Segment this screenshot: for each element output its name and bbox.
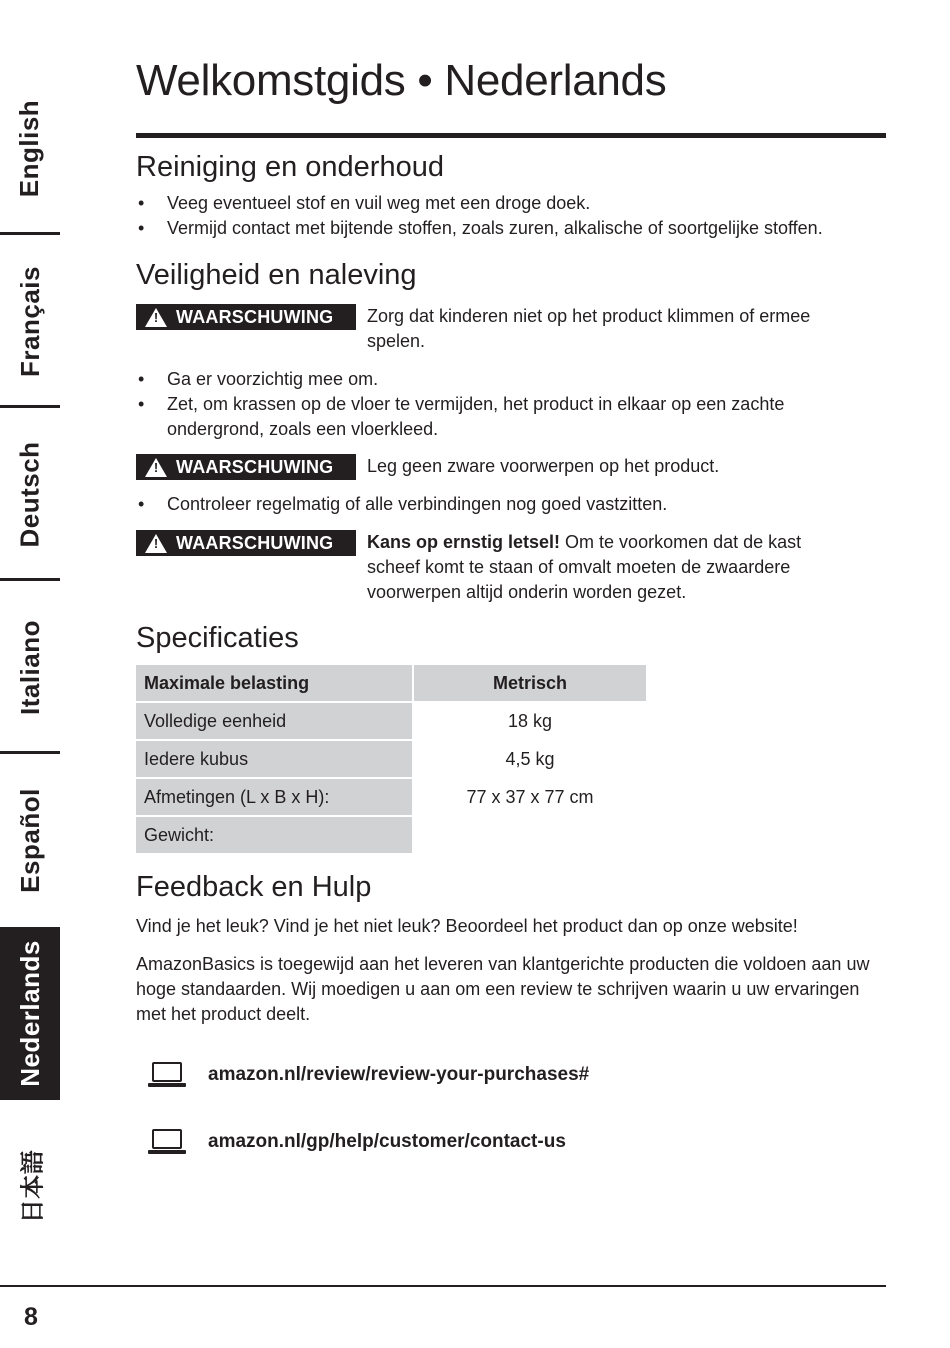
tab-label: English	[14, 99, 45, 198]
section-title-cleaning: Reiniging en onderhoud	[136, 151, 444, 183]
row-value: 77 x 37 x 77 cm	[414, 779, 646, 815]
warning-text: Zorg dat kinderen niet op het product klimmen of ermee spelen.	[367, 306, 811, 351]
page-number: 8	[24, 1303, 38, 1331]
title-divider	[136, 133, 886, 138]
warning-badge: ! WAARSCHUWING	[136, 530, 356, 556]
row-value	[414, 817, 646, 853]
row-label: Gewicht:	[136, 817, 412, 853]
page-title: Welkomstgids • Nederlands	[136, 56, 667, 105]
laptop-icon	[148, 1062, 186, 1088]
spec-table	[134, 663, 648, 855]
tab-english[interactable]	[0, 62, 60, 235]
tab-italiano[interactable]	[0, 581, 60, 754]
row-value: 18 kg	[414, 703, 646, 739]
tab-label: Español	[14, 788, 45, 893]
table-row	[136, 817, 646, 853]
list-item: • Ga er voorzichtig mee om.	[138, 369, 379, 389]
tab-espanol[interactable]	[0, 754, 60, 927]
warning-triangle-icon: !	[145, 534, 167, 553]
section-title-feedback: Feedback en Hulp	[136, 871, 372, 903]
safety-list-2	[136, 492, 888, 517]
table-row	[136, 779, 646, 815]
tab-deutsch[interactable]	[0, 408, 60, 581]
contact-link[interactable]	[148, 1129, 566, 1155]
review-url[interactable]: amazon.nl/review/review-your-purchases#	[208, 1064, 590, 1085]
section-title-specs: Specificaties	[136, 622, 299, 654]
row-label: Volledige eenheid	[136, 703, 412, 739]
table-row	[136, 703, 646, 739]
laptop-icon	[148, 1129, 186, 1155]
tab-label: 日本語	[19, 1149, 47, 1224]
section-title-safety: Veiligheid en naleving	[136, 259, 417, 291]
list-item: • Zet, om krassen op de vloer te vermijden, het product in elkaar op een zachte ondergrond, zoals een vloerkleed.	[138, 394, 785, 439]
tab-label: Deutsch	[14, 441, 45, 548]
row-label: Afmetingen (L x B x H):	[136, 779, 412, 815]
warning-badge: ! WAARSCHUWING	[136, 454, 356, 480]
warning-triangle-icon: !	[145, 458, 167, 477]
warning-text: Kans op ernstig letsel! Om te voorkomen dat de kast scheef komt te staan of omvalt moeten de zwaardere voorwerpen altijd onderin worden gezet.	[367, 532, 802, 602]
list-item: • Veeg eventueel stof en vuil weg met een droge doek.	[138, 193, 591, 213]
table-row	[136, 741, 646, 777]
review-link[interactable]	[148, 1062, 589, 1088]
table-header-row	[136, 665, 646, 701]
tab-label: Français	[14, 266, 45, 377]
list-item: • Vermijd contact met bijtende stoffen, zoals zuren, alkalische of soortgelijke stoffen.	[138, 218, 823, 238]
safety-list	[136, 367, 856, 442]
row-value: 4,5 kg	[414, 741, 646, 777]
tab-francais[interactable]	[0, 235, 60, 408]
warning-emphasis: Kans op ernstig letsel!	[367, 532, 561, 552]
feedback-intro: Vind je het leuk? Vind je het niet leuk? Beoordeel het product dan op onze website!	[136, 916, 798, 936]
warning-triangle-icon: !	[145, 308, 167, 327]
column-header: Maximale belasting	[136, 665, 412, 701]
warning-text: Leg geen zware voorwerpen op het product.	[367, 456, 720, 476]
feedback-body: AmazonBasics is toegewijd aan het leveren van klantgerichte producten die voldoen aan uw hoge standaarden. Wij moedigen u aan om een review te schrijven waarin u uw ervaringen met het product deelt.	[136, 954, 870, 1024]
row-label: Iedere kubus	[136, 741, 412, 777]
tab-label: Nederlands	[14, 940, 45, 1087]
list-item: • Controleer regelmatig of alle verbindingen nog goed vastzitten.	[138, 494, 668, 514]
column-header: Metrisch	[414, 665, 646, 701]
tab-nederlands[interactable]	[0, 927, 60, 1100]
language-tabs	[0, 62, 60, 1273]
warning-badge: ! WAARSCHUWING	[136, 304, 356, 330]
cleaning-list	[136, 191, 888, 241]
contact-url[interactable]: amazon.nl/gp/help/customer/contact-us	[208, 1131, 566, 1152]
footer-divider	[0, 1285, 886, 1287]
tab-label: Italiano	[14, 619, 45, 716]
tab-japanese[interactable]	[0, 1100, 60, 1273]
